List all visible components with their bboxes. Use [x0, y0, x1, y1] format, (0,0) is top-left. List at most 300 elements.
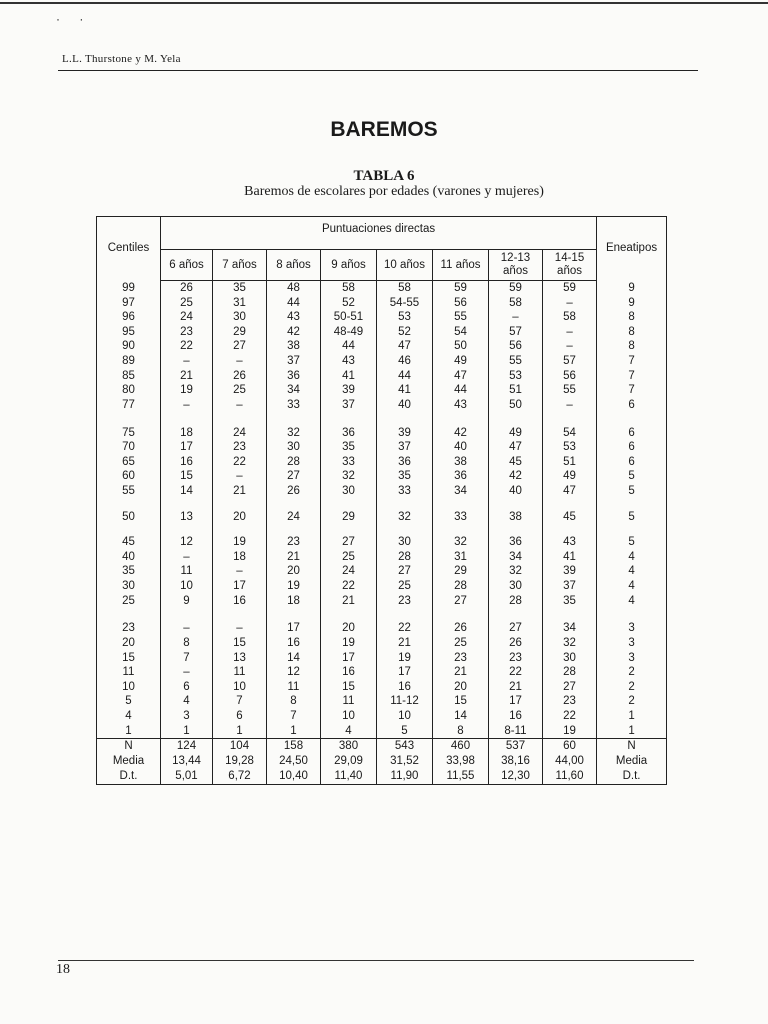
stats-row [97, 739, 667, 755]
score-cell: 22 [543, 709, 597, 724]
score-cell: 51 [543, 455, 597, 470]
table-row [97, 550, 667, 565]
score-cell: 30 [267, 440, 321, 455]
spacer-cell [161, 499, 213, 510]
table-row [97, 354, 667, 369]
score-cell: 19 [161, 383, 213, 398]
row-spacer [97, 499, 667, 510]
score-cell: 33 [321, 455, 377, 470]
score-cell: 51 [489, 383, 543, 398]
top-border-line [0, 2, 768, 4]
centile-cell: 23 [97, 621, 161, 636]
score-cell: 15 [433, 694, 489, 709]
score-cell: 44 [267, 296, 321, 311]
eneatipo-cell: 6 [597, 426, 667, 441]
score-cell: 19 [213, 535, 267, 550]
table-row [97, 426, 667, 441]
stats-row [97, 769, 667, 785]
score-cell: 54-55 [377, 296, 433, 311]
score-cell: 14 [267, 651, 321, 666]
centile-cell: 70 [97, 440, 161, 455]
score-cell: 22 [321, 579, 377, 594]
score-cell: 4 [161, 694, 213, 709]
score-cell: 41 [321, 369, 377, 384]
score-cell: 59 [543, 281, 597, 296]
score-cell: 48 [267, 281, 321, 296]
table-row [97, 281, 667, 296]
spacer-cell [377, 412, 433, 425]
score-cell: 14 [433, 709, 489, 724]
centile-cell: 45 [97, 535, 161, 550]
score-cell: 28 [377, 550, 433, 565]
score-cell: 27 [543, 680, 597, 695]
eneatipo-cell: 1 [597, 724, 667, 739]
score-cell: 4 [321, 724, 377, 739]
footer-rule [58, 960, 694, 961]
score-cell: 38 [267, 339, 321, 354]
spacer-cell [321, 499, 377, 510]
score-cell: 21 [267, 550, 321, 565]
eneatipo-cell: 2 [597, 665, 667, 680]
score-cell: 50-51 [321, 310, 377, 325]
table-row [97, 665, 667, 680]
table-row [97, 484, 667, 499]
stat-value-cell: 158 [267, 739, 321, 755]
score-cell: 34 [433, 484, 489, 499]
score-cell: 40 [433, 440, 489, 455]
score-cell: 26 [433, 621, 489, 636]
score-cell: 44 [433, 383, 489, 398]
score-cell: 47 [489, 440, 543, 455]
centile-cell: 55 [97, 484, 161, 499]
score-cell: 30 [321, 484, 377, 499]
score-cell: 18 [213, 550, 267, 565]
score-cell: 19 [321, 636, 377, 651]
page-title: BAREMOS [330, 118, 438, 141]
spacer-cell [489, 524, 543, 535]
score-cell: 50 [433, 339, 489, 354]
score-cell: 24 [213, 426, 267, 441]
score-cell: – [213, 354, 267, 369]
centile-cell: 65 [97, 455, 161, 470]
score-cell: 10 [377, 709, 433, 724]
score-cell: 15 [321, 680, 377, 695]
score-cell: 5 [377, 724, 433, 739]
score-cell: 3 [161, 709, 213, 724]
score-cell: 30 [213, 310, 267, 325]
score-cell: 37 [321, 398, 377, 413]
spacer-cell [97, 412, 161, 425]
centile-cell: 85 [97, 369, 161, 384]
stat-label-cell: N [597, 739, 667, 755]
table-row [97, 621, 667, 636]
score-cell: 32 [377, 510, 433, 525]
table-row [97, 455, 667, 470]
centile-cell: 30 [97, 579, 161, 594]
stat-value-cell: 11,40 [321, 769, 377, 785]
score-cell: 6 [161, 680, 213, 695]
centile-cell: 60 [97, 469, 161, 484]
eneatipo-cell: 5 [597, 535, 667, 550]
spacer-cell [161, 608, 213, 621]
score-cell: 23 [213, 440, 267, 455]
stat-value-cell: 537 [489, 739, 543, 755]
score-cell: 17 [267, 621, 321, 636]
eneatipo-cell: 9 [597, 296, 667, 311]
score-cell: 44 [377, 369, 433, 384]
score-cell: 56 [489, 339, 543, 354]
table-row [97, 440, 667, 455]
score-cell: 42 [267, 325, 321, 340]
score-cell: 25 [161, 296, 213, 311]
stat-label-cell: D.t. [97, 769, 161, 785]
score-cell: – [213, 398, 267, 413]
score-cell: 43 [433, 398, 489, 413]
score-cell: 33 [377, 484, 433, 499]
score-cell: 46 [377, 354, 433, 369]
score-cell: – [543, 325, 597, 340]
centile-cell: 77 [97, 398, 161, 413]
score-cell: 9 [161, 594, 213, 609]
score-cell: 28 [433, 579, 489, 594]
score-cell: 27 [213, 339, 267, 354]
score-cell: 28 [267, 455, 321, 470]
centile-cell: 97 [97, 296, 161, 311]
score-cell: 42 [433, 426, 489, 441]
stat-value-cell: 44,00 [543, 754, 597, 769]
age-header: 11 años [433, 250, 489, 281]
spacer-cell [489, 499, 543, 510]
centile-cell: 90 [97, 339, 161, 354]
score-cell: 59 [489, 281, 543, 296]
score-cell: 27 [433, 594, 489, 609]
score-cell: 56 [433, 296, 489, 311]
spacer-cell [597, 524, 667, 535]
score-cell: 23 [377, 594, 433, 609]
stat-value-cell: 104 [213, 739, 267, 755]
score-cell: 32 [489, 564, 543, 579]
score-cell: – [161, 398, 213, 413]
age-header: 12-13 años [489, 250, 543, 281]
score-cell: 58 [377, 281, 433, 296]
stat-value-cell: 11,60 [543, 769, 597, 785]
table-label: TABLA 6 [353, 168, 415, 184]
score-cell: 58 [321, 281, 377, 296]
row-spacer [97, 524, 667, 535]
spacer-cell [267, 499, 321, 510]
spacer-cell [267, 524, 321, 535]
score-cell: 35 [213, 281, 267, 296]
spacer-cell [321, 524, 377, 535]
score-cell: 40 [377, 398, 433, 413]
eneatipo-cell: 4 [597, 550, 667, 565]
table-row [97, 636, 667, 651]
score-cell: 29 [433, 564, 489, 579]
score-cell: 58 [543, 310, 597, 325]
table-row [97, 709, 667, 724]
score-cell: 16 [321, 665, 377, 680]
eneatipo-cell: 4 [597, 564, 667, 579]
score-cell: 35 [321, 440, 377, 455]
score-cell: 45 [543, 510, 597, 525]
score-cell: 13 [161, 510, 213, 525]
score-cell: 52 [321, 296, 377, 311]
table-row [97, 383, 667, 398]
score-cell: 56 [543, 369, 597, 384]
score-cell: 21 [433, 665, 489, 680]
score-cell: 32 [321, 469, 377, 484]
stat-label-cell: D.t. [597, 769, 667, 785]
table-row [97, 651, 667, 666]
score-cell: 32 [433, 535, 489, 550]
stat-value-cell: 124 [161, 739, 213, 755]
spacer-cell [543, 608, 597, 621]
score-cell: – [489, 310, 543, 325]
score-cell: 11 [267, 680, 321, 695]
score-cell: 23 [161, 325, 213, 340]
score-cell: 36 [377, 455, 433, 470]
score-cell: 25 [213, 383, 267, 398]
score-cell: 26 [213, 369, 267, 384]
score-cell: 32 [543, 636, 597, 651]
score-cell: 54 [543, 426, 597, 441]
score-cell: – [213, 564, 267, 579]
score-cell: 10 [321, 709, 377, 724]
stat-value-cell: 24,50 [267, 754, 321, 769]
score-cell: – [161, 354, 213, 369]
spacer-cell [321, 608, 377, 621]
score-cell: 19 [267, 579, 321, 594]
score-cell: 30 [377, 535, 433, 550]
page-number: 18 [56, 962, 70, 977]
row-spacer [97, 412, 667, 425]
spacer-cell [321, 412, 377, 425]
score-cell: 47 [377, 339, 433, 354]
score-cell: 11 [213, 665, 267, 680]
score-cell: 8 [267, 694, 321, 709]
score-cell: 38 [433, 455, 489, 470]
spacer-cell [267, 608, 321, 621]
score-cell: 17 [321, 651, 377, 666]
spacer-cell [433, 412, 489, 425]
score-cell: 8 [433, 724, 489, 739]
score-cell: 58 [489, 296, 543, 311]
score-cell: 35 [543, 594, 597, 609]
eneatipo-cell: 5 [597, 510, 667, 525]
centile-cell: 5 [97, 694, 161, 709]
score-cell: 34 [543, 621, 597, 636]
centile-cell: 89 [97, 354, 161, 369]
table-row [97, 510, 667, 525]
score-cell: 43 [321, 354, 377, 369]
score-cell: 25 [321, 550, 377, 565]
score-cell: 36 [489, 535, 543, 550]
score-cell: 57 [543, 354, 597, 369]
score-cell: 19 [543, 724, 597, 739]
score-cell: 21 [489, 680, 543, 695]
spacer-cell [97, 524, 161, 535]
score-cell: 22 [377, 621, 433, 636]
score-cell: 16 [161, 455, 213, 470]
score-cell: 44 [321, 339, 377, 354]
centile-cell: 80 [97, 383, 161, 398]
age-header: 7 años [213, 250, 267, 281]
centile-cell: 50 [97, 510, 161, 525]
age-header: 10 años [377, 250, 433, 281]
eneatipo-cell: 6 [597, 455, 667, 470]
centile-cell: 75 [97, 426, 161, 441]
spacer-cell [213, 499, 267, 510]
score-cell: 45 [489, 455, 543, 470]
score-cell: – [543, 339, 597, 354]
table-row [97, 594, 667, 609]
score-cell: 23 [267, 535, 321, 550]
score-cell: 11 [321, 694, 377, 709]
score-cell: – [543, 398, 597, 413]
table-row [97, 369, 667, 384]
score-cell: 21 [321, 594, 377, 609]
stat-value-cell: 10,40 [267, 769, 321, 785]
score-cell: 54 [433, 325, 489, 340]
eneatipo-cell: 7 [597, 354, 667, 369]
score-cell: 34 [489, 550, 543, 565]
stats-row [97, 754, 667, 769]
score-cell: 8 [161, 636, 213, 651]
table-row [97, 339, 667, 354]
score-cell: 42 [489, 469, 543, 484]
spacer-cell [213, 412, 267, 425]
spacer-cell [543, 412, 597, 425]
score-cell: 49 [543, 469, 597, 484]
score-cell: 50 [489, 398, 543, 413]
score-cell: 43 [267, 310, 321, 325]
score-cell: 22 [161, 339, 213, 354]
table-row [97, 398, 667, 413]
stat-label-cell: N [97, 739, 161, 755]
score-cell: 7 [267, 709, 321, 724]
score-cell: 13 [213, 651, 267, 666]
score-cell: 29 [213, 325, 267, 340]
spacer-cell [97, 499, 161, 510]
score-cell: 37 [543, 579, 597, 594]
score-cell: 20 [433, 680, 489, 695]
table-row [97, 564, 667, 579]
spacer-cell [597, 412, 667, 425]
score-cell: 27 [489, 621, 543, 636]
stat-value-cell: 29,09 [321, 754, 377, 769]
eneatipo-cell: 3 [597, 636, 667, 651]
score-cell: 18 [161, 426, 213, 441]
score-cell: 15 [213, 636, 267, 651]
score-cell: 6 [213, 709, 267, 724]
score-cell: 26 [489, 636, 543, 651]
score-cell: 21 [377, 636, 433, 651]
score-cell: 55 [433, 310, 489, 325]
stat-value-cell: 33,98 [433, 754, 489, 769]
score-cell: 12 [267, 665, 321, 680]
stat-label-cell: Media [97, 754, 161, 769]
score-cell: 20 [213, 510, 267, 525]
score-cell: 57 [489, 325, 543, 340]
eneatipo-cell: 2 [597, 680, 667, 695]
score-cell: 16 [377, 680, 433, 695]
score-cell: 8-11 [489, 724, 543, 739]
table-caption: Baremos de escolares por edades (varones y mujeres) [244, 184, 544, 199]
score-cell: 33 [267, 398, 321, 413]
centile-cell: 35 [97, 564, 161, 579]
eneatipo-cell: 6 [597, 398, 667, 413]
score-cell: 36 [267, 369, 321, 384]
score-cell: 39 [377, 426, 433, 441]
score-cell: 7 [213, 694, 267, 709]
baremos-table [96, 216, 667, 785]
centile-cell: 11 [97, 665, 161, 680]
score-cell: 30 [543, 651, 597, 666]
score-cell: 35 [377, 469, 433, 484]
score-cell: 29 [321, 510, 377, 525]
score-cell: 49 [433, 354, 489, 369]
score-cell: 47 [543, 484, 597, 499]
running-head: L.L. Thurstone y M. Yela [62, 53, 181, 65]
score-cell: 26 [161, 281, 213, 296]
score-cell: 14 [161, 484, 213, 499]
score-cell: 24 [321, 564, 377, 579]
score-cell: – [543, 296, 597, 311]
score-cell: 17 [489, 694, 543, 709]
score-cell: 10 [213, 680, 267, 695]
score-cell: 21 [213, 484, 267, 499]
eneatipo-cell: 5 [597, 469, 667, 484]
eneatipo-cell: 2 [597, 694, 667, 709]
score-cell: 17 [213, 579, 267, 594]
table-row [97, 680, 667, 695]
score-cell: 25 [433, 636, 489, 651]
score-cell: 10 [161, 579, 213, 594]
score-cell: 28 [543, 665, 597, 680]
spacer-cell [377, 608, 433, 621]
centile-cell: 15 [97, 651, 161, 666]
eneatipo-cell: 8 [597, 339, 667, 354]
score-cell: 15 [161, 469, 213, 484]
score-cell: 39 [321, 383, 377, 398]
table-row [97, 724, 667, 739]
spacer-cell [161, 524, 213, 535]
stat-label-cell: Media [597, 754, 667, 769]
score-cell: 22 [489, 665, 543, 680]
score-cell: 28 [489, 594, 543, 609]
score-cell: 7 [161, 651, 213, 666]
spacer-cell [597, 499, 667, 510]
score-cell: 16 [213, 594, 267, 609]
score-cell: 38 [489, 510, 543, 525]
score-cell: 27 [377, 564, 433, 579]
score-cell: 53 [489, 369, 543, 384]
score-cell: 32 [267, 426, 321, 441]
score-cell: 23 [433, 651, 489, 666]
score-cell: 1 [267, 724, 321, 739]
table-row [97, 310, 667, 325]
stat-value-cell: 11,55 [433, 769, 489, 785]
score-cell: 23 [543, 694, 597, 709]
score-cell: 49 [489, 426, 543, 441]
stat-value-cell: 38,16 [489, 754, 543, 769]
table-row [97, 296, 667, 311]
stat-value-cell: 19,28 [213, 754, 267, 769]
spacer-cell [161, 412, 213, 425]
score-cell: 55 [543, 383, 597, 398]
centile-cell: 1 [97, 724, 161, 739]
scan-dots: · · [56, 12, 92, 26]
